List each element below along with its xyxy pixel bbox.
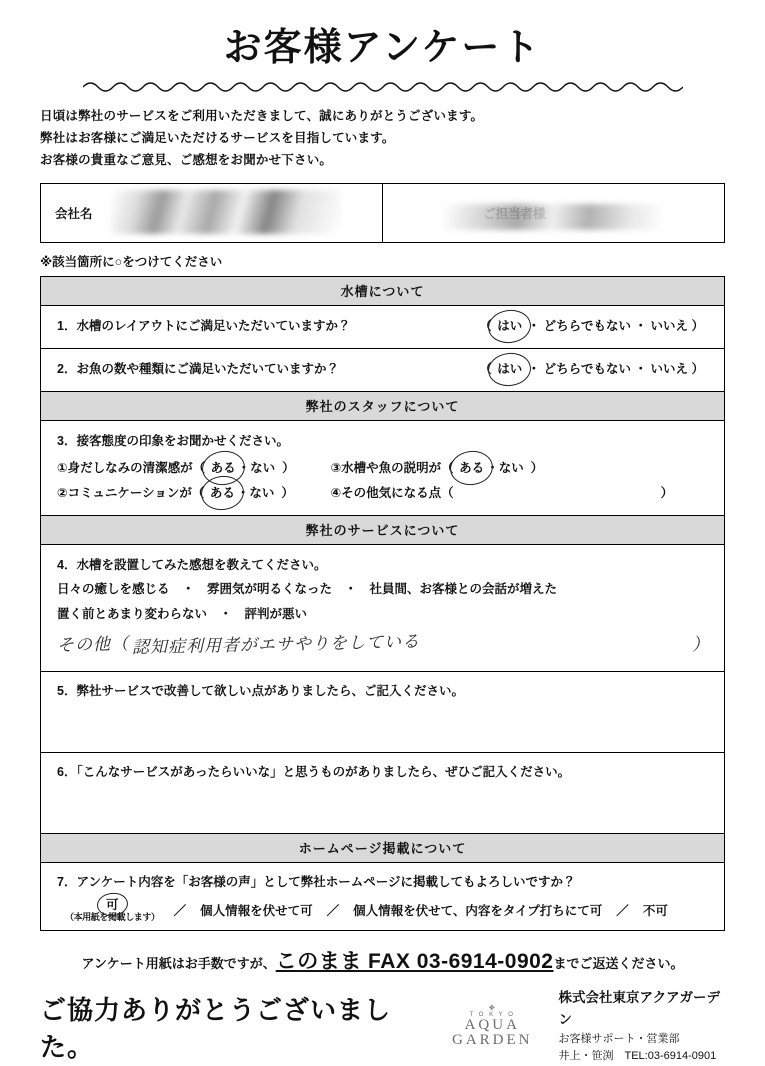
question-3-item-2-label: ②コミュニケーションが（ bbox=[57, 485, 205, 500]
company-footer-contact: 井上・笹渕 TEL:03-6914-0901 bbox=[558, 1050, 717, 1063]
intro-line-2: 弊社はお客様にご満足いただけるサービスを目指しています。 bbox=[40, 130, 395, 145]
fax-instruction bbox=[40, 945, 725, 975]
footer-block bbox=[40, 987, 725, 1065]
question-4-other-label: その他（ bbox=[56, 634, 130, 657]
intro-line-3: お客様の貴重なご意見、ご感想をお聞かせ下さい。 bbox=[40, 152, 333, 167]
question-3-item-3-option-no[interactable]: ない bbox=[498, 460, 524, 475]
question-2-options[interactable]: （ はい ・ どちらでもない ・ いいえ ） bbox=[479, 358, 710, 382]
company-footer-name: 株式会社東京アクアガーデン bbox=[558, 990, 720, 1028]
fax-suffix: までご返送ください。 bbox=[553, 956, 684, 972]
thanks-message: ご協力ありがとうございました。 bbox=[40, 994, 392, 1062]
question-7-option-yes-label: 可 bbox=[106, 897, 119, 912]
question-6-row bbox=[41, 753, 724, 834]
question-4-choices-line-1[interactable]: 日々の癒しを感じる ・ 雰囲気が明るくなった ・ 社員間、お客様との会話が増えた bbox=[57, 582, 558, 597]
contact-person-cell[interactable] bbox=[383, 184, 724, 242]
company-footer-info bbox=[559, 987, 726, 1065]
question-2-option-yes[interactable]: はい bbox=[495, 358, 524, 382]
question-5-row bbox=[41, 672, 724, 753]
logo-tokyo: T O K Y O bbox=[469, 1012, 515, 1019]
page-title: お客様アンケート bbox=[223, 27, 542, 69]
company-name-cell[interactable] bbox=[41, 184, 383, 242]
question-3-item-1-close: ） bbox=[282, 460, 295, 475]
question-3-item-2-option-yes[interactable]: ある bbox=[208, 481, 237, 506]
question-3-item-3-option-yes[interactable]: ある bbox=[457, 456, 486, 481]
question-1-row bbox=[41, 306, 724, 349]
aqua-garden-logo bbox=[452, 1005, 533, 1048]
company-name-label: 会社名 bbox=[55, 207, 93, 222]
question-3-item-1-option-yes[interactable]: ある bbox=[209, 456, 238, 481]
question-1-text: 1．水槽のレイアウトにご満足いただいていますか？ bbox=[57, 319, 351, 334]
question-3-item-3-close: ） bbox=[530, 460, 544, 475]
question-4-other-value[interactable]: 認知症利用者がエサやりをしている bbox=[132, 632, 421, 659]
question-1-option-neutral[interactable]: どちらでもない bbox=[543, 319, 632, 334]
question-3-text: 3．接客態度の印象をお聞かせください。 bbox=[57, 433, 289, 448]
question-4-text: 4．水槽を設置してみた感想を教えてください。 bbox=[57, 557, 327, 572]
question-3-right-column bbox=[331, 456, 674, 506]
company-info-box bbox=[40, 183, 725, 243]
fax-prefix: アンケート用紙はお手数ですが、 bbox=[81, 956, 276, 972]
question-2-option-no[interactable]: いいえ bbox=[650, 362, 689, 377]
question-5-text: 5．弊社サービスで改善して欲しい点がありましたら、ご記入ください。 bbox=[57, 683, 464, 698]
question-4-other-close: ） bbox=[691, 635, 711, 656]
question-3-item-1[interactable]: ①身だしなみの清潔感が（ ある ・ない ） bbox=[57, 456, 295, 481]
question-7-option-yes[interactable] bbox=[65, 898, 160, 923]
logo-mark-icon: ✥ bbox=[488, 1005, 496, 1013]
question-4-row bbox=[41, 545, 724, 672]
question-2-option-neutral[interactable]: どちらでもない bbox=[543, 362, 632, 377]
question-3-item-2[interactable]: ②コミュニケーションが（ ある ・ない ） bbox=[57, 481, 295, 506]
question-6-text: 6．「こんなサービスがあったらいいな」と思うものがありましたら、ぜひご記入ください。 bbox=[57, 764, 571, 779]
section-heading-tank: 水槽について bbox=[41, 277, 724, 306]
question-3-items bbox=[57, 456, 710, 506]
question-3-item-4[interactable] bbox=[331, 481, 674, 506]
section-heading-homepage: ホームページ掲載について bbox=[41, 834, 724, 863]
survey-table bbox=[40, 276, 725, 931]
fax-number: このまま FAX 03-6914-0902 bbox=[275, 950, 554, 974]
question-3-row bbox=[41, 421, 724, 516]
question-3-item-2-close: ） bbox=[281, 485, 294, 500]
logo-aqua: AQUA bbox=[464, 1017, 520, 1034]
section-heading-service: 弊社のサービスについて bbox=[41, 516, 724, 545]
intro-text bbox=[40, 106, 725, 172]
company-footer-dept: お客様サポート・営業部 bbox=[558, 1032, 680, 1045]
question-7-option-anonymous-typed[interactable]: 個人情報を伏せて、内容をタイプ打ちにて可 bbox=[353, 904, 603, 919]
contact-person-redaction bbox=[443, 204, 663, 230]
wave-divider bbox=[83, 78, 683, 92]
question-7-option-no[interactable]: 不可 bbox=[642, 904, 668, 919]
intro-line-1: 日頃は弊社のサービスをご利用いただきまして、誠にありがとうございます。 bbox=[40, 108, 484, 123]
question-7-separator-2: ／ bbox=[326, 904, 340, 919]
question-3-left-column bbox=[57, 456, 295, 506]
question-7-option-anonymous[interactable]: 個人情報を伏せて可 bbox=[200, 904, 313, 919]
question-7-option-yes-sub: （本用紙を掲載します） bbox=[65, 912, 160, 923]
question-4-choices-line-2[interactable]: 置く前とあまり変わらない ・ 評判が悪い bbox=[57, 607, 308, 622]
question-7-row bbox=[41, 863, 724, 932]
circle-instruction: ※該当箇所に○をつけてください bbox=[40, 255, 223, 270]
question-1-options[interactable]: （ はい ・ どちらでもない ・ いいえ ） bbox=[479, 315, 710, 339]
question-3-item-3[interactable]: ③水槽や魚の説明が（ ある ・ない ） bbox=[331, 456, 674, 481]
question-3-item-1-label: ①身だしなみの清潔感が（ bbox=[57, 460, 206, 475]
question-1-option-no[interactable]: いいえ bbox=[650, 319, 689, 334]
question-2-row bbox=[41, 349, 724, 392]
logo-garden: GARDEN bbox=[452, 1032, 533, 1049]
question-1-option-yes[interactable]: はい bbox=[495, 315, 524, 339]
company-name-redaction bbox=[111, 190, 341, 234]
question-3-item-4-close: ） bbox=[660, 485, 674, 500]
question-3-item-3-label: ③水槽や魚の説明が（ bbox=[330, 460, 454, 475]
question-3-item-2-option-no[interactable]: ない bbox=[249, 485, 275, 500]
question-3-item-1-option-no[interactable]: ない bbox=[250, 460, 276, 475]
question-7-options bbox=[57, 898, 710, 923]
question-7-text: 7．アンケート内容を「お客様の声」として弊社ホームページに掲載してもよろしいですか？ bbox=[57, 874, 576, 889]
question-4-other-line[interactable] bbox=[57, 629, 710, 661]
question-2-text: 2．お魚の数や種類にご満足いただいていますか？ bbox=[57, 362, 339, 377]
question-7-separator-3: ／ bbox=[616, 904, 629, 919]
section-heading-staff: 弊社のスタッフについて bbox=[41, 392, 724, 421]
question-7-separator-1: ／ bbox=[173, 904, 187, 919]
question-3-item-4-label: ④その他気になる点（ bbox=[330, 485, 454, 500]
